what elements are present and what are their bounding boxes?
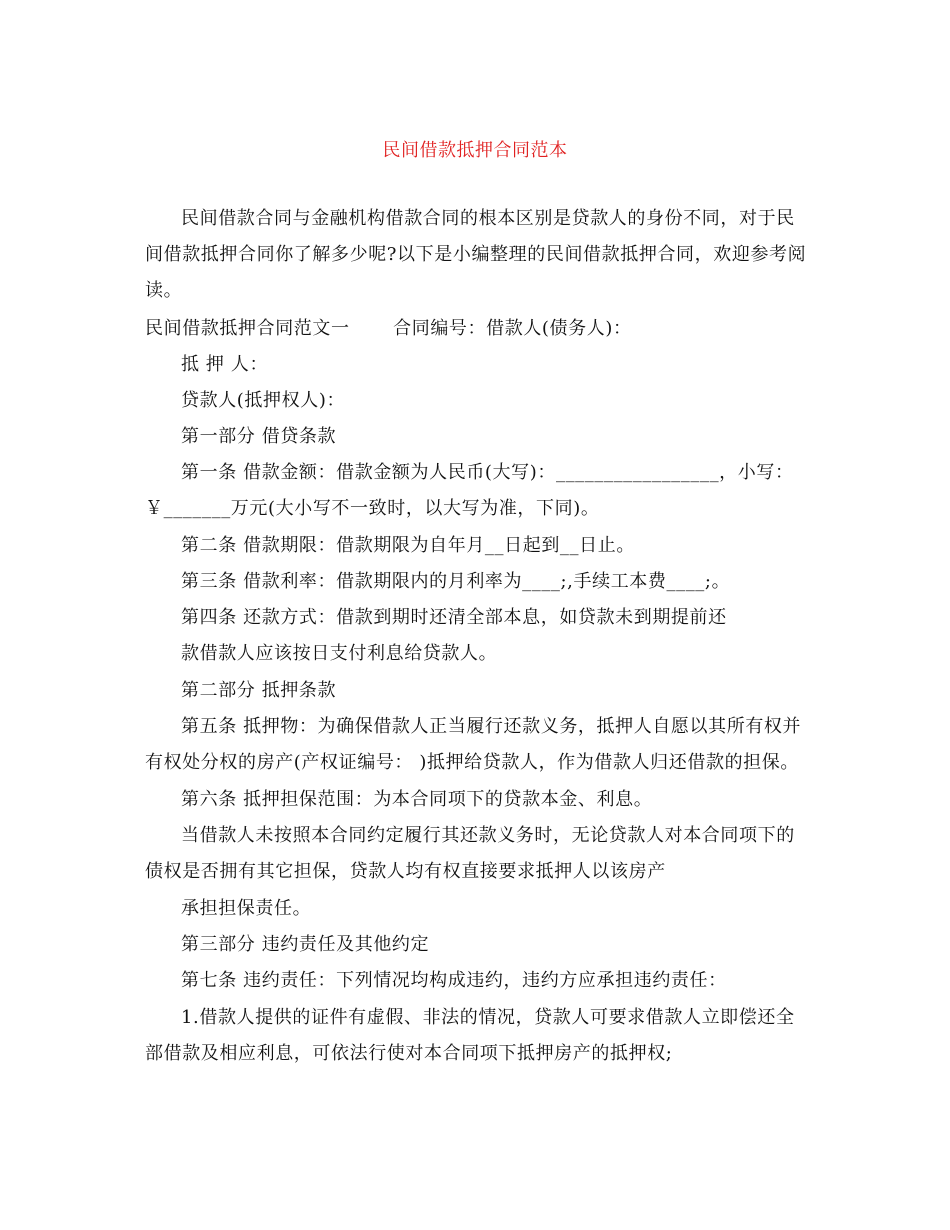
article5-line-2: 有权处分权的房产(产权证编号： )抵押给贷款人，作为借款人归还借款的担保。 <box>145 752 799 773</box>
lender-line: 贷款人(抵押权人)： <box>181 390 346 411</box>
item1-line-1: 1.借款人提供的证件有虚假、非法的情况，贷款人可要求借款人立即偿还全 <box>181 1007 795 1028</box>
article1-line-1: 第一条 借款金额：借款金额为人民币(大写)：_________________，小写： <box>181 462 794 483</box>
sample-heading: 民间借款抵押合同范文一 合同编号：借款人(债务人)： <box>145 318 632 339</box>
part2-heading: 第二部分 抵押条款 <box>181 680 337 701</box>
part3-heading: 第三部分 违约责任及其他约定 <box>181 934 430 955</box>
article5-line-1: 第五条 抵押物：为确保借款人正当履行还款义务，抵押人自愿以其所有权并 <box>181 716 802 737</box>
article7-line: 第七条 违约责任：下列情况均构成违约，违约方应承担违约责任： <box>181 970 727 991</box>
paragraph-line-2: 债权是否拥有其它担保，贷款人均有权直接要求抵押人以该房产 <box>145 861 666 882</box>
part1-heading: 第一部分 借贷条款 <box>181 426 337 447</box>
intro-line-2: 间借款抵押合同你了解多少呢?以下是小编整理的民间借款抵押合同，欢迎参考阅 <box>145 244 807 265</box>
article4-line-2: 款借款人应该按日支付利息给贷款人。 <box>181 643 498 664</box>
document-title: 民间借款抵押合同范本 <box>382 140 568 161</box>
article1-line-2: ￥_______万元(大小写不一致时，以大写为准，下同)。 <box>145 498 600 519</box>
mortgagor-line: 抵 押 人： <box>181 354 269 375</box>
paragraph-line-3: 承担担保责任。 <box>181 898 312 919</box>
article4-line-1: 第四条 还款方式：借款到期时还清全部本息，如贷款未到期提前还 <box>181 607 727 628</box>
paragraph-line-1: 当借款人未按照本合同约定履行其还款义务时，无论贷款人对本合同项下的 <box>181 825 795 846</box>
article6-line: 第六条 抵押担保范围：为本合同项下的贷款本金、利息。 <box>181 789 653 810</box>
article3-line: 第三条 借款利率：借款期限内的月利率为____;,手续工本费____;。 <box>181 571 731 592</box>
item1-line-2: 部借款及相应利息，可依法行使对本合同项下抵押房产的抵押权; <box>145 1043 673 1064</box>
article2-line: 第二条 借款期限：借款期限为自年月__日起到__日止。 <box>181 535 635 556</box>
intro-line-1: 民间借款合同与金融机构借款合同的根本区别是贷款人的身份不同，对于民 <box>181 208 795 229</box>
intro-line-3: 读。 <box>145 280 183 301</box>
